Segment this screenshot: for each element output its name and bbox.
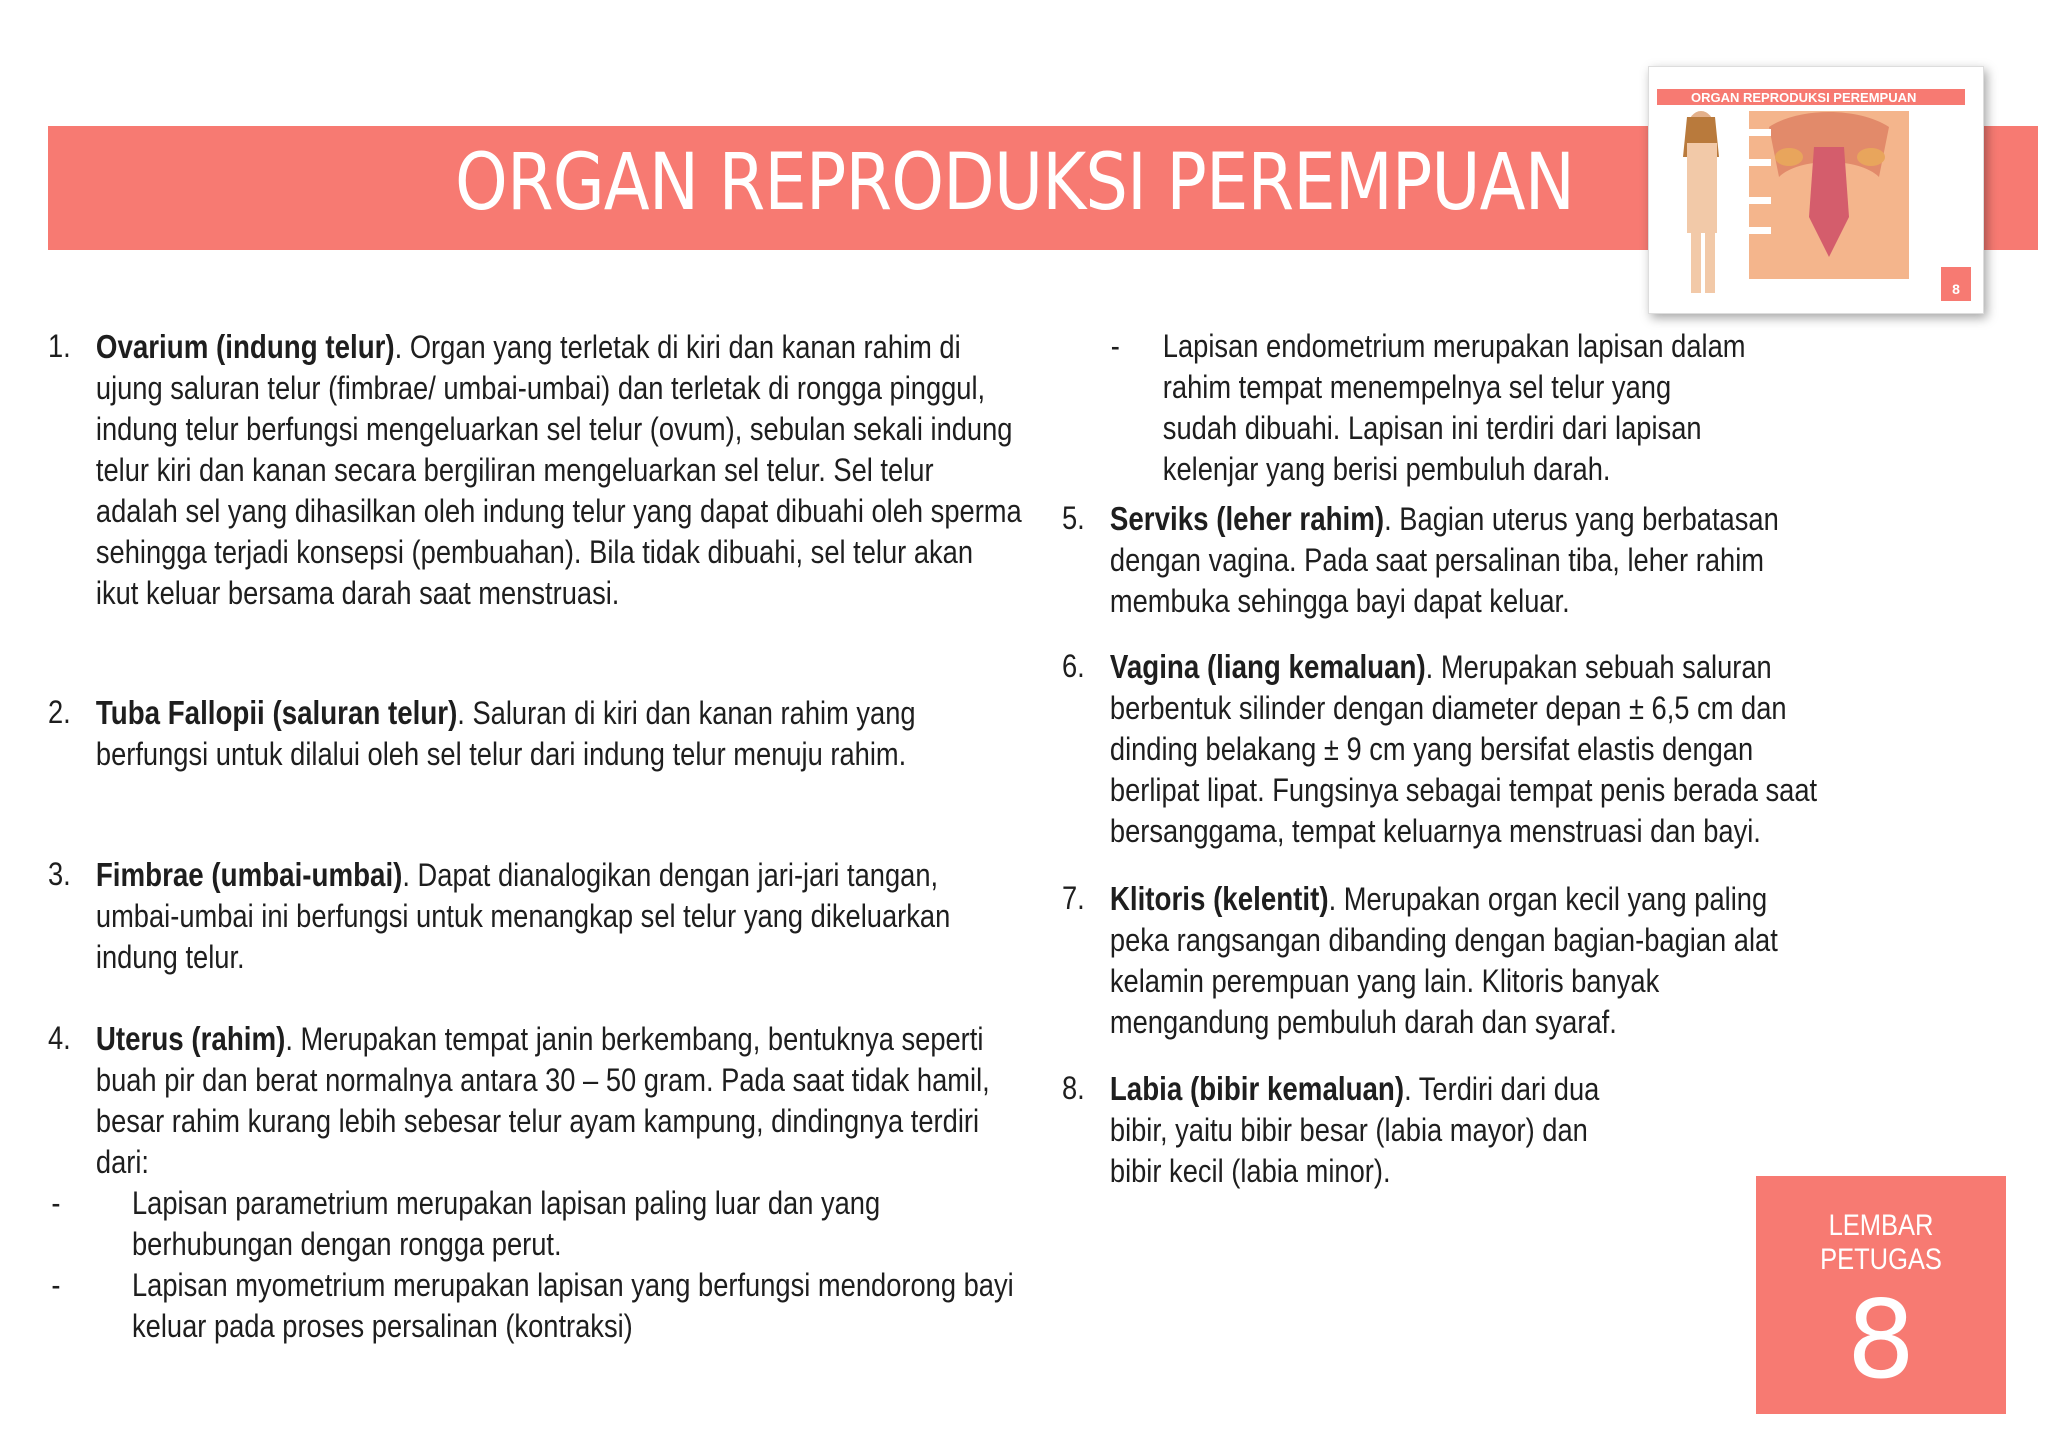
item-number: 5. (1062, 500, 1085, 536)
item-term: Ovarium (indung telur) (95, 328, 395, 365)
item-term: Serviks (leher rahim) (1109, 500, 1385, 537)
item-text: . Terdiri dari dua bibir, yaitu bibir besar (labia mayor) dan bibir kecil (labia minor). (1109, 1071, 1600, 1189)
item-number: 8. (1062, 1070, 1085, 1106)
page-title: ORGAN REPRODUKSI PEREMPUAN (455, 138, 1575, 228)
item-number: 1. (48, 328, 71, 364)
item-number: 3. (48, 856, 71, 892)
dash-marker: - (51, 1185, 61, 1221)
item-number: 7. (1062, 880, 1085, 916)
uterus-layer-item (48, 1183, 1022, 1265)
item-text: . Merupakan sebuah saluran berbentuk silinder dengan diameter depan ± 6,5 cm dan dinding belakang ± 9 cm yang bersifat elastis dengan berlipat lipat. Fungsinya sebagai tempat penis berada saat bersanggama, tempat keluarnya menstruasi dan bayi. (1109, 649, 1818, 849)
item-term: Klitoris (kelentit) (1109, 880, 1329, 917)
anatomy-illustration (1649, 67, 1983, 313)
item-term: Fimbrae (umbai-umbai) (95, 856, 403, 893)
list-item (48, 854, 1022, 1018)
item-term: Vagina (liang kemaluan) (1109, 648, 1426, 685)
dash-marker: - (51, 1267, 61, 1303)
item-term: Tuba Fallopii (saluran telur) (95, 694, 458, 731)
item-text: . Organ yang terletak di kiri dan kanan rahim di ujung saluran telur (fimbrae/ umbai-umbai) dan terletak di rongga pinggul, indung telur berfungsi mengeluarkan sel telur (ovum), sebulan sekali indung telur kiri dan kanan secara bergiliran mengeluarkan sel telur. Sel telur adalah sel yang dihasilkan oleh indung telur yang dapat dibuahi oleh sperma sehingga terjadi konsepsi (pembuahan). Bila tidak dibuahi, sel telur akan ikut keluar bersama darah saat menstruasi. (95, 329, 1022, 611)
badge-number: 8 (1846, 1278, 1916, 1403)
list-item (1062, 646, 1818, 878)
list-item (48, 1018, 1022, 1183)
badge-label: LEMBAR PETUGAS (1820, 1209, 1942, 1276)
uterus-layer-text: Lapisan endometrium merupakan lapisan dalam rahim tempat menempelnya sel telur yang sudah dibuahi. Lapisan ini terdiri dari lapisan kelenjar yang berisi pembuluh darah. (1162, 328, 1746, 487)
item-number: 4. (48, 1020, 71, 1056)
uterus-layer-item (48, 1265, 1022, 1347)
item-text: . Bagian uterus yang berbatasan dengan vagina. Pada saat persalinan tiba, leher rahim membuka sehingga bayi dapat keluar. (1109, 501, 1779, 619)
worksheet-badge (1756, 1176, 2006, 1414)
left-column (48, 326, 1022, 1347)
list-item (1062, 498, 1818, 646)
thumbnail-title: ORGAN REPRODUKSI PEREMPUAN (1691, 90, 1917, 105)
uterus-layer-item (1111, 326, 1751, 498)
item-text: . Merupakan organ kecil yang paling peka rangsangan dibanding dengan bagian-bagian alat kelamin perempuan yang lain. Klitoris banyak mengandung pembuluh darah dan syaraf. (1109, 881, 1778, 1040)
dash-marker: - (1110, 328, 1120, 364)
right-column (1062, 326, 1818, 1192)
list-item (48, 692, 1022, 854)
list-item (1062, 1068, 1614, 1192)
item-text: . Merupakan tempat janin berkembang, bentuknya seperti buah pir dan berat normalnya antara 30 – 50 gram. Pada saat tidak hamil, besar rahim kurang lebih sebesar telur ayam kampung, dindingnya terdiri dari: (95, 1021, 990, 1180)
list-item (48, 326, 1022, 692)
item-number: 6. (1062, 648, 1085, 684)
list-item (1062, 878, 1818, 1068)
thumbnail-image (1648, 66, 1984, 314)
item-text: . Saluran di kiri dan kanan rahim yang berfungsi untuk dilalui oleh sel telur dari indung telur menuju rahim. (95, 695, 916, 772)
item-term: Labia (bibir kemaluan) (1109, 1070, 1405, 1107)
uterus-layer-text: Lapisan myometrium merupakan lapisan yang berfungsi mendorong bayi keluar pada proses persalinan (kontraksi) (132, 1267, 1014, 1344)
item-number: 2. (48, 694, 71, 730)
thumbnail-badge: 8 (1941, 267, 1971, 301)
item-term: Uterus (rahim) (95, 1020, 286, 1057)
uterus-layer-text: Lapisan parametrium merupakan lapisan paling luar dan yang berhubungan dengan rongga perut. (132, 1185, 881, 1262)
item-text: . Dapat dianalogikan dengan jari-jari tangan, umbai-umbai ini berfungsi untuk menangkap sel telur yang dikeluarkan indung telur. (95, 857, 951, 975)
